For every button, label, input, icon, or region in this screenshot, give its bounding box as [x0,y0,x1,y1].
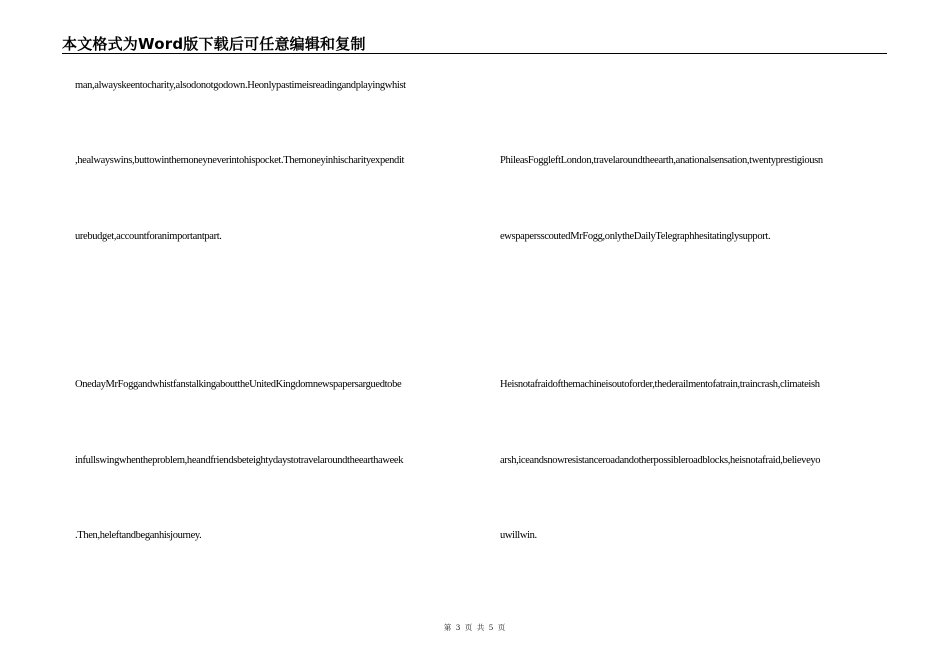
left-line-6: .Then,heleftandbeganhisjourney. [75,530,202,541]
right-line-5: uwillwin. [500,530,537,541]
right-line-2: ewspapersscoutedMrFogg,onlytheDailyTelegraphhesitatinglysupport. [500,231,771,242]
left-line-4: OnedayMrFoggandwhistfanstalkingabouttheUnitedKingdomnewspapersarguedtobe [75,379,402,390]
left-line-1: man,alwayskeentocharity,alsodonotgodown.Heonlypastimeisreadingandplayingwhist [75,80,406,91]
page-number-footer: 第 3 页 共 5 页 [443,623,507,632]
right-line-3: Heisnotafraidofthemachineisoutoforder,thederailmentofatrain,traincrash,climateish [500,379,820,390]
header-divider [62,53,887,54]
left-line-2: ,healwayswins,buttowinthemoneyneverintohispocket.Themoneyinhischarityexpendit [75,155,405,166]
right-line-1: PhileasFoggleftLondon,travelaroundtheearth,anationalsensation,twentyprestigiousn [500,155,823,166]
left-line-5: infullswingwhentheproblem,heandfriendsbeteightydaystotravelaroundtheearthaweek [75,455,404,466]
page-header-title: 本文格式为Word版下载后可任意编辑和复制 [62,35,366,53]
left-line-3: urebudget,accountforanimportantpart. [75,231,222,242]
right-line-4: arsh,iceandsnowresistanceroadandotherpossibleroadblocks,heisnotafraid,believeyo [500,455,821,466]
